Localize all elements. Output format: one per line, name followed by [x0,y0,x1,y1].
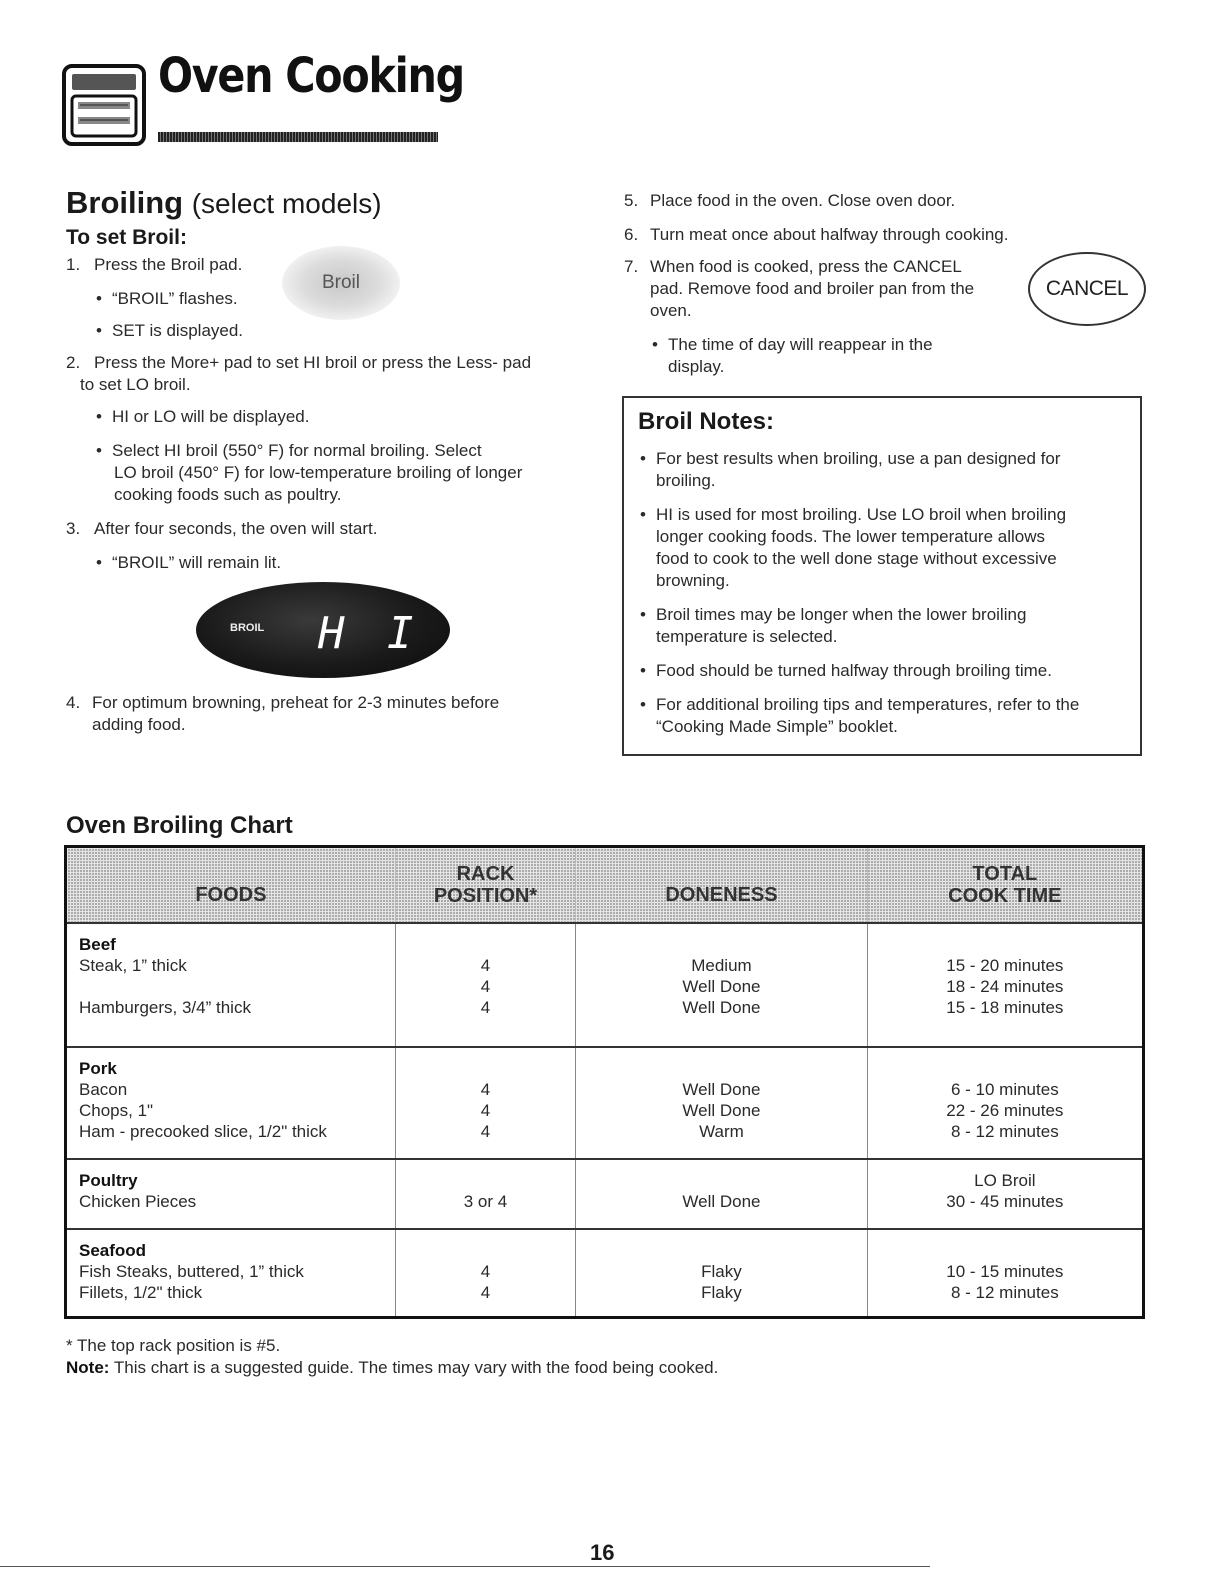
step-number: 3. [66,519,81,538]
note-item-cont: broiling. [656,471,716,490]
bullet-item-cont: LO broil (450° F) for low-temperature broiling of longer [114,463,523,482]
table-row-seafood [66,1229,1144,1318]
table-row-beef [66,923,1144,1047]
col-header-time: TOTAL COOK TIME [867,847,1143,924]
note-item: • HI is used for most broiling. Use LO broil when broiling [656,504,1066,526]
step-text: adding food. [92,715,186,734]
rack-cell: 4 4 4 [395,1047,576,1159]
oven-icon [62,64,146,146]
step-text: Place food in the oven. Close oven door. [650,191,956,210]
note-item-cont: “Cooking Made Simple” booklet. [656,717,898,736]
step-number: 6. [624,225,639,244]
broil-pad-label: Broil [321,272,360,293]
foods-cell: Poultry Chicken Pieces [66,1159,396,1229]
cancel-pad-label: CANCEL [1045,277,1129,300]
display-broil-label: BROIL [230,622,265,634]
broiling-chart-table [64,845,1145,1319]
bullet-item: • “BROIL” flashes. [112,288,238,310]
step-number: 5. [624,191,639,210]
time-cell: 6 - 10 minutes 22 - 26 minutes 8 - 12 minutes [867,1047,1143,1159]
page-title: Oven Cooking [158,48,464,104]
bottom-rule [0,1566,930,1567]
note-item-cont: browning. [656,571,730,590]
bullet-item: • SET is displayed. [112,320,243,342]
note-item-cont: temperature is selected. [656,627,838,646]
table-row-pork [66,1047,1144,1159]
foods-cell: Seafood Fish Steaks, buttered, 1” thick Fillets, 1/2" thick [66,1229,396,1318]
chart-heading: Oven Broiling Chart [66,812,293,839]
bullet-item-cont: cooking foods such as poultry. [114,485,342,504]
bullet-item-cont: display. [668,357,725,376]
foods-cell: Beef Steak, 1” thick Hamburgers, 3/4” thick [66,923,396,1047]
bullet-item: • The time of day will reappear in the [668,334,933,356]
step-text: Press the Broil pad. [94,255,243,274]
step-text: After four seconds, the oven will start. [94,519,378,538]
step-text: Turn meat once about halfway through cooking. [650,225,1009,244]
step-number: 1. [66,255,81,274]
note-item: • For best results when broiling, use a pan designed for [656,448,1060,470]
bullet-item: • HI or LO will be displayed. [112,406,309,428]
step-text: Press the More+ pad to set HI broil or press the Less- pad [94,353,532,372]
note-item-cont: longer cooking foods. The lower temperature allows [656,527,1046,546]
step-text: pad. Remove food and broiler pan from the [650,279,975,298]
step-text: oven. [650,301,692,320]
chart-footnote: * The top rack position is #5. [66,1336,281,1355]
title-underline [158,132,438,142]
col-header-doneness: DONENESS [576,847,867,924]
table-header-row [66,847,1144,924]
rack-cell: 3 or 4 [395,1159,576,1229]
step-number: 4. [66,693,81,712]
foods-cell: Pork Bacon Chops, 1" Ham - precooked slice, 1/2" thick [66,1047,396,1159]
step-number: 2. [66,353,81,372]
doneness-cell: Well Done Well Done Warm [576,1047,867,1159]
doneness-cell: Medium Well Done Well Done [576,923,867,1047]
time-cell: LO Broil 30 - 45 minutes [867,1159,1143,1229]
page-number: 16 [590,1540,615,1565]
time-cell: 10 - 15 minutes 8 - 12 minutes [867,1229,1143,1318]
set-broil-heading: To set Broil: [66,226,187,249]
table-row-poultry [66,1159,1144,1229]
note-item-cont: food to cook to the well done stage without excessive [656,549,1057,568]
note-item: • Broil times may be longer when the lower broiling [656,604,1026,626]
doneness-cell: Flaky Flaky [576,1229,867,1318]
display-readout: H I [318,608,422,659]
step-number: 7. [624,257,639,276]
col-header-foods: FOODS [66,847,396,924]
time-cell: 15 - 20 minutes 18 - 24 minutes 15 - 18 minutes [867,923,1143,1047]
bullet-item: • Select HI broil (550° F) for normal broiling. Select [112,440,482,462]
chart-note: Note: This chart is a suggested guide. The times may vary with the food being cooked. [66,1358,719,1377]
step-text: When food is cooked, press the CANCEL [650,257,962,276]
doneness-cell: Well Done [576,1159,867,1229]
step-text: to set LO broil. [80,375,191,394]
cancel-pad-button [1028,252,1146,326]
step-text: For optimum browning, preheat for 2-3 minutes before [92,693,500,712]
broiling-heading: Broiling (select models) [66,185,382,220]
note-item: • For additional broiling tips and temperatures, refer to the [656,694,1079,716]
broil-notes-heading: Broil Notes: [638,408,775,435]
rack-cell: 4 4 [395,1229,576,1318]
col-header-rack: RACK POSITION* [395,847,576,924]
note-item: • Food should be turned halfway through broiling time. [656,660,1052,682]
rack-cell: 4 4 4 [395,923,576,1047]
bullet-item: • “BROIL” will remain lit. [112,552,281,574]
broil-pad-button [282,246,400,320]
